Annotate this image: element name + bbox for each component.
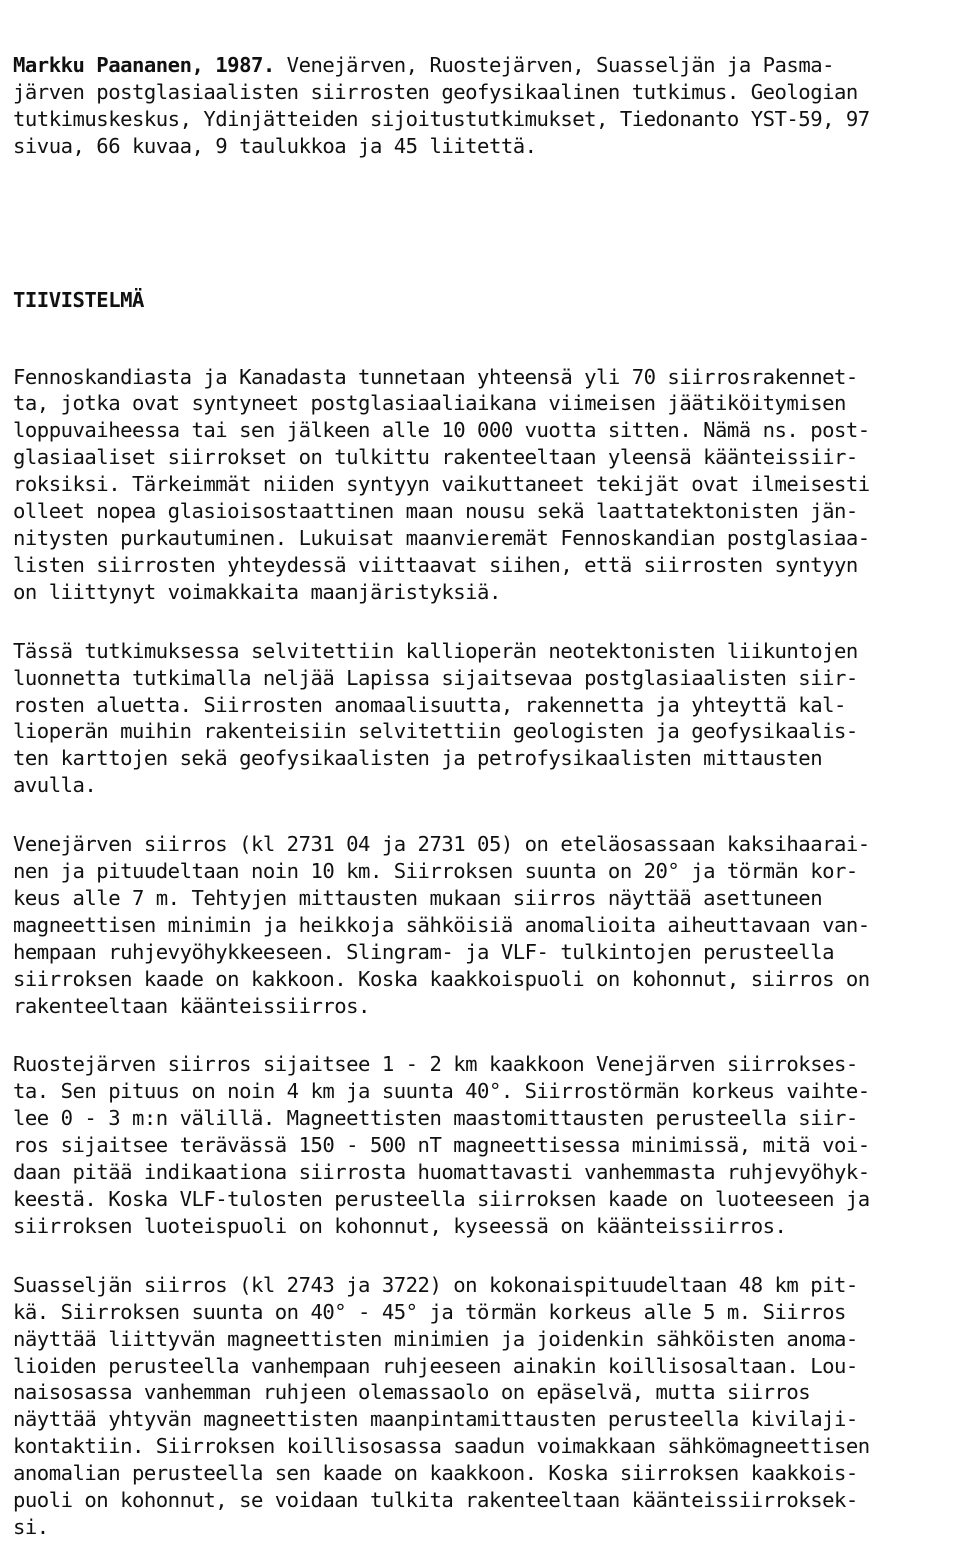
text-line: Fennoskandiasta ja Kanadasta tunnetaan yhteensä yli 70 siirrosrakennet- <box>13 364 858 389</box>
document-page <box>13 52 957 1541</box>
text-line: luonnetta tutkimalla neljää Lapissa sijaitsevaa postglasiaalisten siir- <box>13 665 858 690</box>
text-line: roksiksi. Tärkeimmät niiden syntyyn vaikuttaneet tekijät ovat ilmeisesti <box>13 472 870 497</box>
reference-line: järven postglasiaalisten siirrosten geofysikaalinen tutkimus. Geologian <box>13 79 858 104</box>
text-line: naisosassa vanhemman ruhjeen olemassaolo on epäselvä, mutta siirros <box>13 1380 811 1405</box>
text-line: rosten aluetta. Siirrosten anomaalisuutta, rakennetta ja yhteyttä kal- <box>13 692 846 717</box>
text-line: siirroksen kaade on kakkoon. Koska kaakkoispuoli on kohonnut, siirros on <box>13 966 870 991</box>
paragraph-ruostejarvi <box>13 1051 957 1239</box>
text-line: näyttää liittyvän magneettisten minimien ja joidenkin sähköisten anoma- <box>13 1326 858 1351</box>
text-line: nitysten purkautuminen. Lukuisat maanvieremät Fennoskandian postglasiaa- <box>13 525 870 550</box>
text-line: on liittynyt voimakkaita maanjäristyksiä. <box>13 579 501 604</box>
text-line: Suasseljän siirros (kl 2743 ja 3722) on kokonaispituudeltaan 48 km pit- <box>13 1272 858 1297</box>
paragraph-intro <box>13 364 957 606</box>
text-line: listen siirrosten yhteydessä viittaavat siihen, että siirrosten syntyyn <box>13 552 858 577</box>
text-line: keestä. Koska VLF-tulosten perusteella siirroksen kaade on luoteeseen ja <box>13 1187 870 1211</box>
text-line: Ruostejärven siirros sijaitsee 1 - 2 km kaakkoon Venejärven siirrokses- <box>13 1052 858 1077</box>
text-line: loppuvaiheessa tai sen jälkeen alle 10 000 vuotta sitten. Nämä ns. post- <box>13 418 870 443</box>
text-line: keus alle 7 m. Tehtyjen mittausten mukaan siirros näyttää asettuneen <box>13 885 823 910</box>
text-line: daan pitää indikaationa siirrosta huomattavasti vanhemmasta ruhjevyöhyk- <box>13 1160 870 1185</box>
text-line: lioperän muihin rakenteisiin selvitettiin geologisten ja geofysikaalis- <box>13 719 858 744</box>
text-line: kontaktiin. Siirroksen koillisosassa saadun voimakkaan sähkömagneettisen <box>13 1434 870 1459</box>
text-line: anomalian perusteella sen kaade on kaakkoon. Koska siirroksen kaakkois- <box>13 1461 858 1486</box>
paragraph-venejarvi <box>13 831 957 1019</box>
text-line: hempaan ruhjevyöhykkeeseen. Slingram- ja VLF- tulkintojen perusteella <box>13 939 834 964</box>
text-line: olleet nopea glasioisostaattinen maan nousu sekä laattatektonisten jän- <box>13 499 858 524</box>
reference-author-year: Markku Paananen, 1987. <box>13 53 275 77</box>
text-line: magneettisen minimin ja heikkoja sähköisiä anomalioita aiheuttavaan van- <box>13 912 870 937</box>
text-line: avulla. <box>13 773 97 798</box>
paragraph-study <box>13 638 957 799</box>
text-line: puoli on kohonnut, se voidaan tulkita rakenteeltaan käänteissiirroksek- <box>13 1488 858 1513</box>
text-line: lee 0 - 3 m:n välillä. Magneettisten maastomittausten perusteella siir- <box>13 1106 858 1131</box>
reference-block <box>13 52 957 160</box>
text-line: ten karttojen sekä geofysikaalisten ja petrofysikaalisten mittausten <box>13 746 823 771</box>
text-line: nen ja pituudeltaan noin 10 km. Siirroksen suunta on 20° ja törmän kor- <box>13 859 858 884</box>
text-line: siirroksen luoteispuoli on kohonnut, kyseessä on käänteissiirros. <box>13 1213 787 1238</box>
text-line: glasiaaliset siirrokset on tulkittu rakenteeltaan yleensä käänteissiir- <box>13 445 858 470</box>
text-line: ta. Sen pituus on noin 4 km ja suunta 40°. Siirrostörmän korkeus vaihte- <box>13 1079 870 1104</box>
text-line: Venejärven siirros (kl 2731 04 ja 2731 05) on eteläosassaan kaksihaarai- <box>13 832 870 857</box>
text-line: lioiden perusteella vanhempaan ruhjeeseen ainakin koillisosaltaan. Lou- <box>13 1353 858 1378</box>
text-line: ros sijaitsee terävässä 150 - 500 nT magneettisessa minimissä, mitä voi- <box>13 1133 870 1158</box>
text-line: si. <box>13 1514 49 1539</box>
text-line: näyttää yhtyvän magneettisten maanpintamittausten perusteella kivilaji- <box>13 1407 858 1432</box>
text-line: rakenteeltaan käänteissiirros. <box>13 993 370 1018</box>
reference-line: Venejärven, Ruostejärven, Suasseljän ja Pasma- <box>274 53 835 77</box>
text-line: ta, jotka ovat syntyneet postglasiaaliaikana viimeisen jäätiköitymisen <box>13 391 846 416</box>
reference-line: tutkimuskeskus, Ydinjätteiden sijoitustutkimukset, Tiedonanto YST-59, 97 <box>13 106 870 131</box>
reference-line: sivua, 66 kuvaa, 9 taulukkoa ja 45 liitettä. <box>13 133 537 158</box>
text-line: kä. Siirroksen suunta on 40° - 45° ja törmän korkeus alle 5 m. Siirros <box>13 1299 846 1324</box>
text-line: Tässä tutkimuksessa selvitettiin kallioperän neotektonisten liikuntojen <box>13 638 858 663</box>
section-heading: TIIVISTELMÄ <box>13 287 144 312</box>
paragraph-suasselka <box>13 1272 957 1541</box>
